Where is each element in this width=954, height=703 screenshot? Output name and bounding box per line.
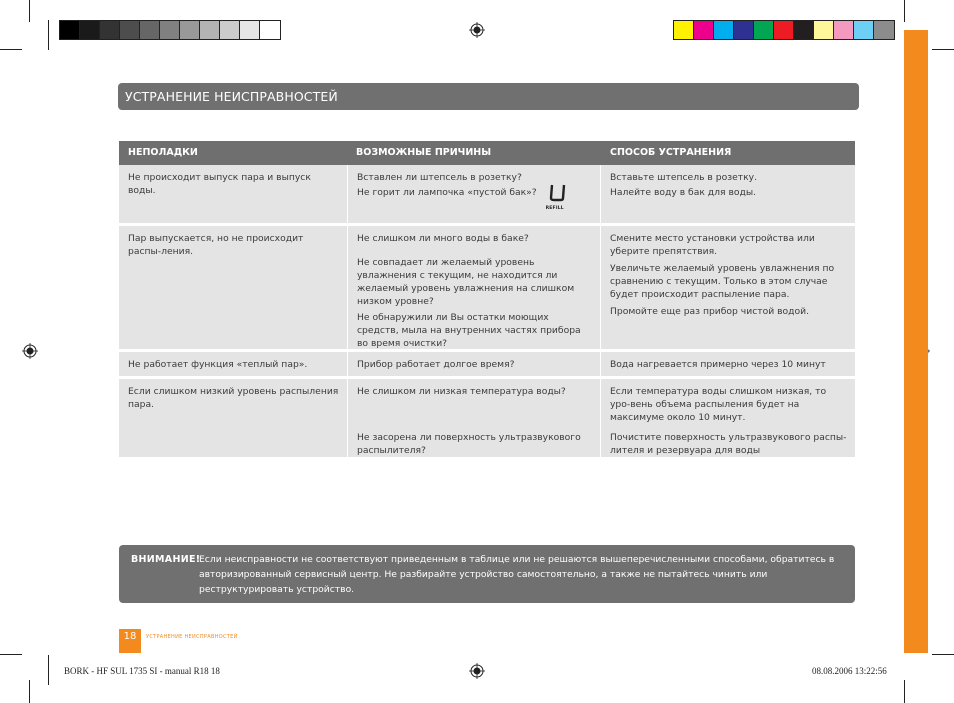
cause-text: Не совпадает ли желаемый уровень увлажнения с текущим, не находится ли желаемый уровень увлажнения на слишком низком уровне? xyxy=(357,257,575,307)
registration-mark-icon xyxy=(22,343,38,359)
footer-section-title: УСТРАНЕНИЕ НЕИСПРАВНОСТЕЙ xyxy=(146,634,238,640)
color-swatch xyxy=(814,21,834,39)
section-title: УСТРАНЕНИЕ НЕИСПРАВНОСТЕЙ xyxy=(125,89,338,104)
solutions-cell xyxy=(601,352,855,376)
causes-cell xyxy=(347,226,601,349)
crop-mark xyxy=(932,49,954,50)
gray-calibration-strip xyxy=(59,20,281,40)
cause-text: Не горит ли лампочка «пустой бак»? xyxy=(357,187,537,198)
color-swatch xyxy=(714,21,734,39)
cause-text: Не слишком ли низкая температура воды? xyxy=(357,386,566,397)
cause-text: Не засорена ли поверхность ультразвукового распылителя? xyxy=(357,432,581,456)
table-header xyxy=(119,141,855,165)
cause-text: Не обнаружили ли Вы остатки моющих средств, мыла на внутренних частях прибора во время очистки? xyxy=(357,312,581,349)
color-swatch xyxy=(774,21,794,39)
solution-text: Вставьте штепсель в розетку. xyxy=(610,172,758,183)
crop-mark xyxy=(904,680,905,703)
cause-text: Вставлен ли штепсель в розетку? xyxy=(357,172,522,183)
solutions-cell xyxy=(601,226,855,349)
color-swatch xyxy=(200,21,220,39)
cause-text: Не слишком ли много воды в баке? xyxy=(357,233,529,244)
color-swatch xyxy=(260,21,280,39)
causes-cell xyxy=(347,165,601,223)
crop-mark xyxy=(932,654,954,655)
color-swatch xyxy=(160,21,180,39)
color-swatch xyxy=(834,21,854,39)
causes-cell xyxy=(347,352,601,376)
page-number: 18 xyxy=(119,629,141,653)
column-header-causes: ВОЗМОЖНЫЕ ПРИЧИНЫ xyxy=(356,147,492,158)
solution-text: Вода нагревается примерно через 10 минут xyxy=(610,359,826,370)
orange-side-bar xyxy=(904,30,928,653)
color-swatch xyxy=(874,21,894,39)
column-header-problems: НЕПОЛАДКИ xyxy=(128,147,198,158)
color-swatch xyxy=(734,21,754,39)
color-swatch xyxy=(674,21,694,39)
registration-mark-icon xyxy=(469,22,485,38)
print-info-right: 08.08.2006 13:22:56 xyxy=(812,666,887,676)
refill-label: REFILL xyxy=(545,206,564,211)
table-row xyxy=(119,223,855,349)
crop-mark xyxy=(0,49,22,50)
color-swatch xyxy=(754,21,774,39)
color-swatch xyxy=(694,21,714,39)
problem-cell: Не происходит выпуск пара и выпуск воды. xyxy=(128,172,311,196)
cause-text: Прибор работает долгое время? xyxy=(357,359,515,370)
solution-text: Налейте воду в бак для воды. xyxy=(610,187,757,198)
cause-text-with-indicator xyxy=(357,186,592,210)
problem-cell: Пар выпускается, но не происходит распы-ления. xyxy=(128,233,304,257)
warning-text: Если неисправности не соответствуют приведенным в таблице или не решаются вышеперечисленными способами, обратитесь в авторизированный сервисный центр. Не разбирайте устройство самостоятельно, а также не пытайтесь чинить или реструктурировать устройство. xyxy=(199,554,835,595)
solutions-cell xyxy=(601,379,855,457)
color-swatch xyxy=(140,21,160,39)
crop-mark xyxy=(29,0,30,22)
solution-text: Почистите поверхность ультразвукового распы-лителя и резервуара для воды xyxy=(610,432,847,456)
refill-indicator-icon xyxy=(546,184,566,210)
solution-text: Увеличьте желаемый уровень увлажнения по сравнению с текущим. Только в этом случае будет происходит распыление пара. xyxy=(610,263,835,300)
solutions-cell xyxy=(601,165,855,223)
warning-label: ВНИМАНИЕ! xyxy=(131,554,201,565)
table-row xyxy=(119,349,855,376)
registration-mark-icon xyxy=(469,663,485,679)
color-swatch xyxy=(240,21,260,39)
color-calibration-strip xyxy=(673,20,895,40)
color-swatch xyxy=(80,21,100,39)
table-row xyxy=(119,165,855,223)
color-swatch xyxy=(60,21,80,39)
troubleshooting-table xyxy=(119,141,855,457)
warning-box xyxy=(119,545,855,603)
solution-text: Промойте еще раз прибор чистой водой. xyxy=(610,306,810,317)
solution-text: Смените место установки устройства или уберите препятствия. xyxy=(610,233,815,257)
solution-text: Если температура воды слишком низкая, то уро-вень объема распыления будет на максимуме около 10 минут. xyxy=(610,386,827,423)
table-row xyxy=(119,376,855,457)
section-header xyxy=(118,83,859,110)
color-swatch xyxy=(100,21,120,39)
crop-mark xyxy=(0,654,22,655)
crop-mark xyxy=(48,20,49,50)
color-swatch xyxy=(180,21,200,39)
crop-mark xyxy=(904,0,905,22)
crop-mark xyxy=(29,680,30,703)
column-header-solutions: СПОСОБ УСТРАНЕНИЯ xyxy=(610,147,732,158)
print-info-left: BORK - HF SUL 1735 SI - manual R18 18 xyxy=(64,666,220,676)
causes-cell xyxy=(347,379,601,457)
problem-cell: Не работает функция «теплый пар». xyxy=(128,359,308,370)
color-swatch xyxy=(794,21,814,39)
color-swatch xyxy=(854,21,874,39)
problem-cell: Если слишком низкий уровень распыления пара. xyxy=(128,386,339,410)
color-swatch xyxy=(120,21,140,39)
crop-mark xyxy=(48,655,49,685)
color-swatch xyxy=(220,21,240,39)
